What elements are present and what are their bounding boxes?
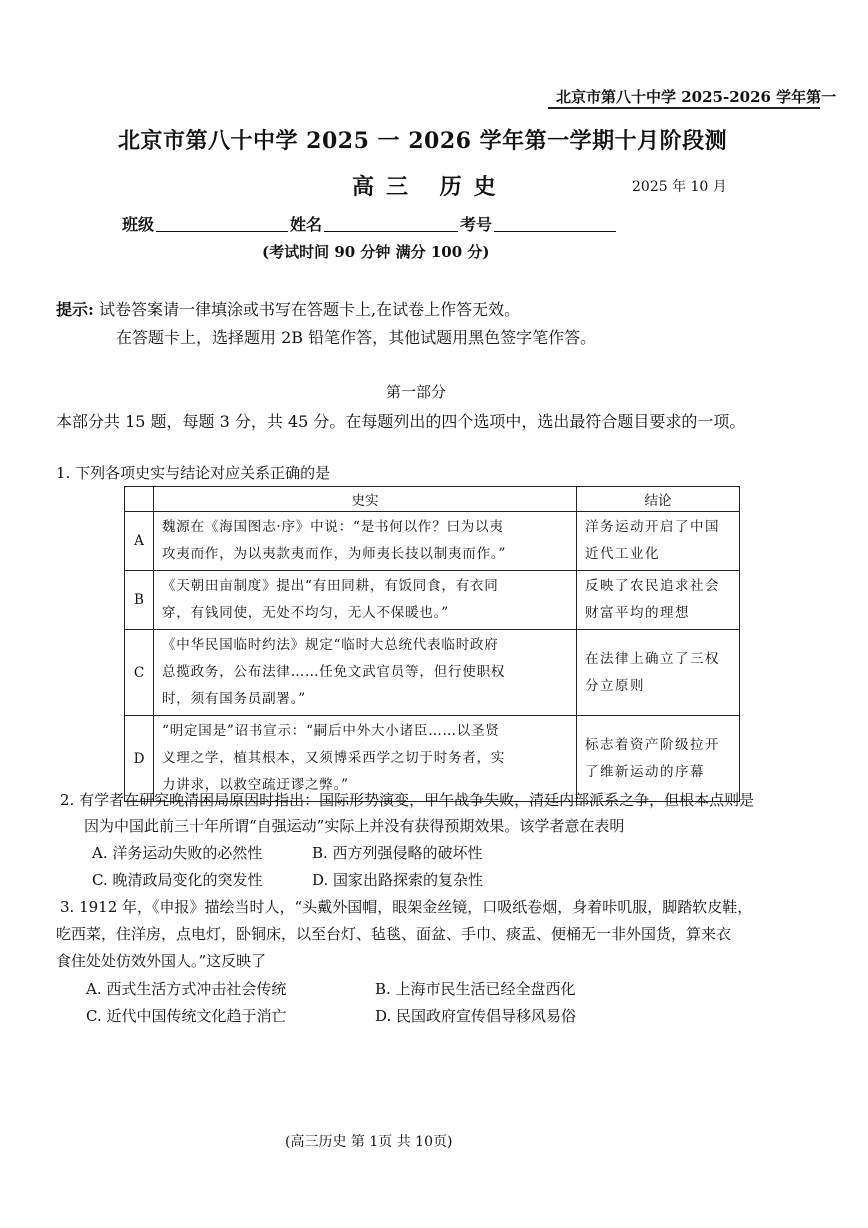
row-conclusion xyxy=(577,512,740,571)
table-header-fact: 史实 xyxy=(154,487,577,512)
tip-label: 提示: xyxy=(56,300,94,319)
fact-line: 攻夷而作，为以夷款夷而作，为师夷长技以制夷而作。” xyxy=(162,546,507,562)
table-header-letter xyxy=(125,487,154,512)
table-header-row xyxy=(125,487,740,512)
table-row[interactable] xyxy=(125,630,740,716)
fact-line: 《天朝田亩制度》提出“有田同耕，有饭同食，有衣同 xyxy=(162,578,499,594)
class-label: 班级 xyxy=(122,215,155,234)
row-letter: B xyxy=(125,571,154,630)
question-2-stem-line-2: 因为中国此前三十年所谓“自强运动”实际上并没有获得预期效果。该学者意在表明 xyxy=(84,817,625,835)
tip-line-2: 在答题卡上，选择题用 2B 铅笔作答，其他试题用黑色签字笔作答。 xyxy=(116,328,597,347)
row-fact xyxy=(154,571,577,630)
header-rule xyxy=(548,107,820,109)
header-top-tag: 北京市第八十中学 2025-2026 学年第一 xyxy=(556,88,837,106)
row-letter: A xyxy=(125,512,154,571)
question-3-stem-line-2: 吃西菜，住洋房，点电灯，卧铜床，以至台灯、毡毯、面盆、手巾、痰盂、便桶无一非外国货，算来衣 xyxy=(56,925,732,943)
conclusion-line: 在法律上确立了三权 xyxy=(585,650,720,667)
row-letter: C xyxy=(125,630,154,716)
question-2-option-a[interactable]: A. 洋务运动失败的必然性 xyxy=(92,844,263,862)
fact-line: “明定国是”诏书宣示：“嗣后中外大小诸臣……以圣贤 xyxy=(162,723,500,739)
question-2-option-b[interactable]: B. 西方列强侵略的破坏性 xyxy=(312,844,483,862)
conclusion-line: 近代工业化 xyxy=(585,546,660,562)
conclusion-line: 财富平均的理想 xyxy=(585,605,690,621)
table-row[interactable] xyxy=(125,512,740,571)
question-2-option-c[interactable]: C. 晚清政局变化的突发性 xyxy=(92,871,263,889)
page-footer: (高三历史 第 1页 共 10页) xyxy=(285,1134,453,1150)
conclusion-line: 反映了农民追求社会 xyxy=(585,578,720,594)
class-blank[interactable] xyxy=(156,213,288,232)
fact-line: 魏源在《海国图志·序》中说：“是书何以作？曰为以夷 xyxy=(162,519,504,535)
table-row[interactable] xyxy=(125,571,740,630)
exam-no-blank[interactable] xyxy=(494,213,616,232)
question-2-option-d[interactable]: D. 国家出路探索的复杂性 xyxy=(312,871,484,889)
tip-line-1 xyxy=(56,297,520,320)
question-1-table xyxy=(124,486,740,802)
conclusion-line: 分立原则 xyxy=(585,677,645,694)
exam-title: 北京市第八十中学 2025 一 2026 学年第一学期十月阶段测 xyxy=(118,128,728,154)
row-fact xyxy=(154,512,577,571)
question-3-option-b[interactable]: B. 上海市民生活已经全盘西化 xyxy=(375,980,576,998)
part-title: 第一部分 xyxy=(386,383,447,401)
subject-title: 高三 历史 xyxy=(352,174,508,200)
fact-line: 《中华民国临时约法》规定“临时大总统代表临时政府 xyxy=(162,637,499,653)
row-fact xyxy=(154,630,577,716)
fact-line: 义理之学，植其根本，又须博采西学之切于时务者，实 xyxy=(162,750,506,766)
row-letter: D xyxy=(125,716,154,802)
conclusion-line: 标志着资产阶级拉开 xyxy=(585,736,720,753)
question-3-option-c[interactable]: C. 近代中国传统文化趋于消亡 xyxy=(86,1007,287,1025)
fact-line: 穿，有钱同使，无处不均匀，无人不保暖也。” xyxy=(162,605,449,621)
name-blank[interactable] xyxy=(324,213,458,232)
name-label: 姓名 xyxy=(290,215,323,234)
conclusion-line: 了维新运动的序幕 xyxy=(585,763,705,780)
question-3-stem-line-1: 3. 1912 年，《申报》描绘当时人，“头戴外国帽，眼架金丝镜，口吸纸卷烟，身着咔叽服，脚踏软皮鞋， xyxy=(60,898,753,916)
fact-line: 总揽政务，公布法律……任免文武官员等，但行使职权 xyxy=(162,664,506,680)
row-conclusion xyxy=(577,630,740,716)
row-conclusion xyxy=(577,571,740,630)
question-3-option-d[interactable]: D. 民国政府宣传倡导移风易俗 xyxy=(375,1007,577,1025)
question-3-stem-line-3: 食住处处仿效外国人。”这反映了 xyxy=(56,952,267,970)
question-2-stem-line-1: 2. 有学者在研究晚清困局原因时指出：国际形势演变，甲午战争失败，清廷内部派系之争，但根本点则是 xyxy=(60,791,755,809)
question-3-option-a[interactable]: A. 西式生活方式冲击社会传统 xyxy=(86,980,287,998)
question-1-stem: 1. 下列各项史实与结论对应关系正确的是 xyxy=(56,464,331,482)
part-intro: 本部分共 15 题，每题 3 分，共 45 分。在每题列出的四个选项中，选出最符合题目要求的一项。 xyxy=(56,412,746,431)
exam-date: 2025 年 10 月 xyxy=(632,179,727,195)
conclusion-line: 洋务运动开启了中国 xyxy=(585,519,720,535)
table-header-conclusion: 结论 xyxy=(577,487,740,512)
fact-line: 时，须有国务员副署。” xyxy=(162,691,306,707)
tip-text-1: 试卷答案请一律填涂或书写在答题卡上,在试卷上作答无效。 xyxy=(99,300,521,319)
exam-info: (考试时间 90 分钟 满分 100 分) xyxy=(262,243,490,261)
student-info-fields xyxy=(122,212,618,235)
fact-line: 力讲求，以救空疏迂谬之弊。” xyxy=(162,777,349,793)
exam-no-label: 考号 xyxy=(460,215,493,234)
